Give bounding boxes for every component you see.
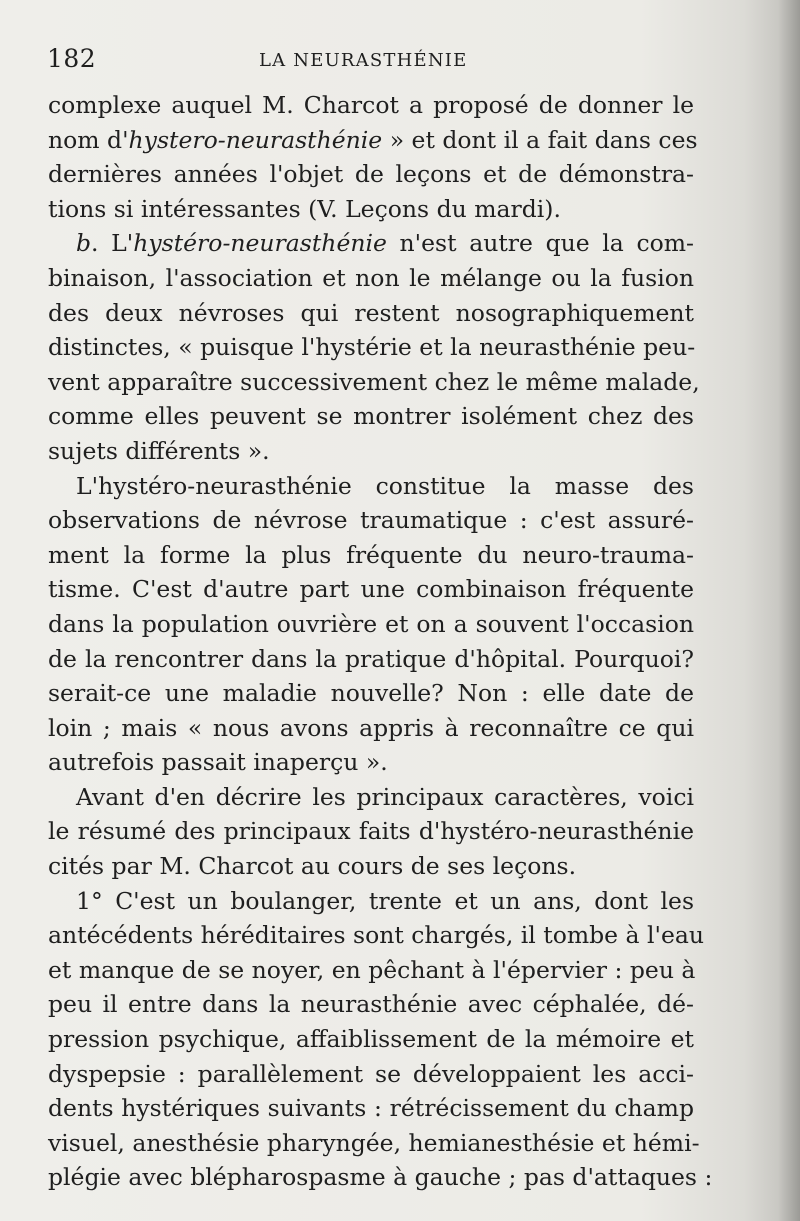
text-line: loin ; mais « nous avons appris à reconnaître ce qui	[48, 713, 694, 742]
text-line: nom d'hystero-neurasthénie » et dont il a fait dans ces	[48, 125, 698, 154]
running-head: LA NEURASTHÉNIE	[259, 50, 468, 71]
page-header	[47, 44, 697, 78]
text-line: des deux névroses qui restent nosographiquement	[48, 298, 694, 327]
text-line: comme elles peuvent se montrer isolément chez des	[48, 402, 694, 431]
text-line: L'hystéro-neurasthénie constitue la masse des	[76, 471, 694, 500]
text-line: serait-ce une maladie nouvelle? Non : elle date de	[48, 679, 694, 708]
text-line: et manque de se noyer, en pêchant à l'épervier : peu à	[48, 955, 696, 984]
text-line: cités par M. Charcot au cours de ses leçons.	[48, 852, 577, 881]
text-line: observations de névrose traumatique : c'est assuré-	[48, 506, 694, 535]
text-line: dyspepsie : parallèlement se développaient les acci-	[48, 1059, 694, 1088]
text-line: autrefois passait inaperçu ».	[48, 748, 388, 777]
text-line: vent apparaître successivement chez le même malade,	[48, 367, 700, 396]
text-line: dernières années l'objet de leçons et de démonstra-	[48, 160, 694, 189]
text-line: b. L'hystéro-neurasthénie n'est autre que la com-	[76, 229, 694, 258]
text-line: dents hystériques suivants : rétrécissement du champ	[48, 1094, 694, 1123]
text-line: le résumé des principaux faits d'hystéro-neurasthénie	[48, 817, 694, 846]
text-line: dans la population ouvrière et on a souvent l'occasion	[48, 609, 694, 638]
text-line: 1° C'est un boulanger, trente et un ans, dont les	[76, 886, 694, 915]
italic-term: hystéro-neurasthénie	[133, 229, 387, 258]
text-line: antécédents héréditaires sont chargés, il tombe à l'eau	[48, 921, 705, 950]
page-number: 182	[47, 44, 97, 73]
text-line: binaison, l'association et non le mélange ou la fusion	[48, 263, 694, 292]
text-line: ment la forme la plus fréquente du neuro-trauma-	[48, 540, 694, 569]
text-line: tisme. C'est d'autre part une combinaison fréquente	[48, 575, 694, 604]
text-line: Avant d'en décrire les principaux caractères, voici	[76, 782, 694, 811]
body-text	[48, 88, 713, 1195]
text-line: complexe auquel M. Charcot a proposé de donner le	[48, 91, 694, 119]
italic-item-letter: b	[76, 229, 92, 258]
text-line: peu il entre dans la neurasthénie avec céphalée, dé-	[48, 990, 694, 1019]
page-edge-shadow	[778, 0, 800, 1221]
text-line: visuel, anesthésie pharyngée, hemianesthésie et hémi-	[48, 1128, 700, 1157]
italic-term: hystero-neurasthénie	[128, 125, 383, 154]
text-line: plégie avec blépharospasme à gauche ; pas d'attaques :	[48, 1163, 713, 1192]
text-line: sujets différents ».	[48, 436, 270, 465]
text-line: tions si intéressantes (V. Leçons du mardi).	[48, 194, 561, 223]
text-line: de la rencontrer dans la pratique d'hôpital. Pourquoi?	[48, 644, 694, 673]
text-line: distinctes, « puisque l'hystérie et la neurasthénie peu-	[48, 333, 696, 362]
text-line: pression psychique, affaiblissement de la mémoire et	[48, 1025, 694, 1054]
